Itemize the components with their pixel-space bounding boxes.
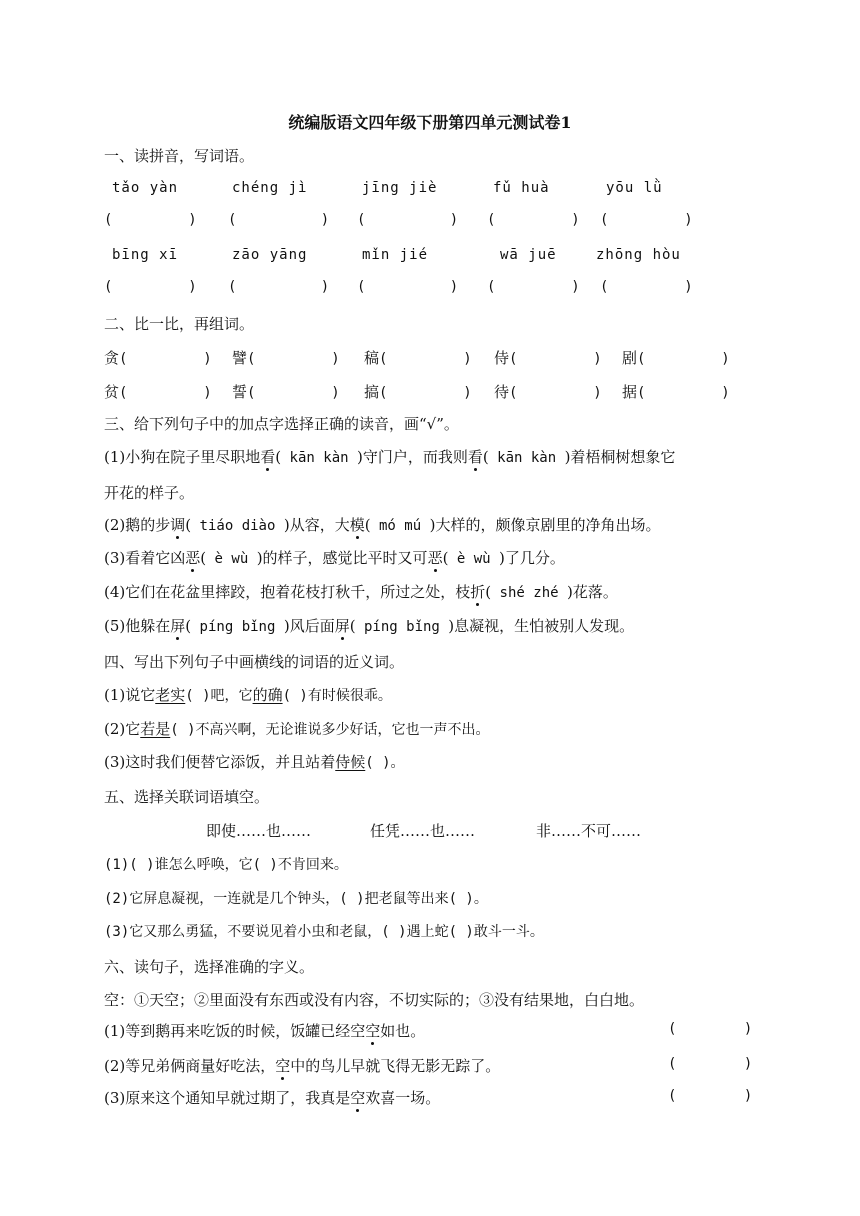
answer-blank[interactable]: ( ) xyxy=(600,279,693,295)
question-3-1: (1)小狗在院子里尽职地看( kān kàn )守门户，而我则看( kān kàn )着梧桐树想象它 xyxy=(104,448,676,466)
compare-char: 侍( ) xyxy=(494,349,602,367)
option-word: 非……不可…… xyxy=(536,822,642,840)
pinyin-6: bīng xī xyxy=(112,247,179,263)
pinyin-3: jīng jiè xyxy=(362,180,438,196)
definition-line: 空：①天空；②里面没有东西或没有内容，不切实际的；③没有结果地，白白地。 xyxy=(104,991,645,1009)
compare-char: 剧( ) xyxy=(622,349,730,367)
pinyin-9: wā juē xyxy=(500,247,557,263)
option-word: 即使……也…… xyxy=(206,822,312,840)
section-3-heading: 三、给下列句子中的加点字选择正确的读音，画“√”。 xyxy=(104,415,459,433)
answer-blank[interactable]: ( ) xyxy=(357,279,459,295)
compare-char: 譬( ) xyxy=(232,349,340,367)
compare-char: 誓( ) xyxy=(232,383,340,401)
question-5-2: (2)它屏息凝视，一连就是几个钟头，( )把老鼠等出来( )。 xyxy=(104,891,488,907)
question-4-2: (2)它若是( )不高兴啊，无论谁说多少好话，它也一声不出。 xyxy=(104,720,490,738)
compare-char: 稿( ) xyxy=(364,349,472,367)
answer-box[interactable]: ( ) xyxy=(668,1088,753,1104)
compare-char: 待( ) xyxy=(494,383,602,401)
compare-char: 贪( ) xyxy=(104,349,212,367)
pinyin-5: yōu lǜ xyxy=(606,180,663,196)
question-4-1: (1)说它老实( )吧，它的确( )有时候很乖。 xyxy=(104,686,392,704)
pinyin-1: tǎo yàn xyxy=(112,180,179,196)
compare-char: 搞( ) xyxy=(364,383,472,401)
answer-blank[interactable]: ( ) xyxy=(357,212,459,228)
question-3-2: (2)鹅的步调( tiáo diào )从容，大模( mó mú )大样的，颇像京剧里的净角出场。 xyxy=(104,516,661,534)
answer-blank[interactable]: ( ) xyxy=(104,212,197,228)
compare-char: 据( ) xyxy=(622,383,730,401)
pinyin-7: zāo yāng xyxy=(232,247,308,263)
question-6-1: (1)等到鹅再来吃饭的时候，饭罐已经空空如也。 xyxy=(104,1022,426,1040)
answer-blank[interactable]: ( ) xyxy=(104,279,197,295)
compare-char: 贫( ) xyxy=(104,383,212,401)
question-3-3: (3)看着它凶恶( è wù )的样子，感觉比平时又可恶( è wù )了几分。 xyxy=(104,549,565,567)
question-3-4: (4)它们在花盆里摔跤，抱着花枝打秋千，所过之处，枝折( shé zhé )花落。 xyxy=(104,583,618,601)
option-word: 任凭……也…… xyxy=(370,822,476,840)
answer-blank[interactable]: ( ) xyxy=(487,279,580,295)
answer-blank[interactable]: ( ) xyxy=(600,212,693,228)
pinyin-4: fǔ huà xyxy=(493,180,550,196)
question-6-3: (3)原来这个通知早就过期了，我真是空欢喜一场。 xyxy=(104,1089,441,1107)
question-3-1-cont: 开花的样子。 xyxy=(104,484,195,502)
answer-blank[interactable]: ( ) xyxy=(228,212,330,228)
pinyin-8: mǐn jié xyxy=(362,247,429,263)
section-5-heading: 五、选择关联词语填空。 xyxy=(104,788,270,806)
question-4-3: (3)这时我们便替它添饭，并且站着侍候( )。 xyxy=(104,753,405,771)
answer-box[interactable]: ( ) xyxy=(668,1021,753,1037)
answer-box[interactable]: ( ) xyxy=(668,1056,753,1072)
section-4-heading: 四、写出下列句子中画横线的词语的近义词。 xyxy=(104,653,405,671)
question-5-1: (1)( )谁怎么呼唤，它( )不肯回来。 xyxy=(104,857,348,873)
question-3-5: (5)他躲在屏( píng bǐng )风后面屏( píng bǐng )息凝视，生怕被别人发现。 xyxy=(104,617,635,635)
page-title: 统编版语文四年级下册第四单元测试卷1 xyxy=(288,113,572,132)
question-5-3: (3)它又那么勇猛，不要说见着小虫和老鼠，( )遇上蛇( )敢斗一斗。 xyxy=(104,924,544,940)
answer-blank[interactable]: ( ) xyxy=(487,212,580,228)
pinyin-2: chéng jì xyxy=(232,180,308,196)
section-2-heading: 二、比一比，再组词。 xyxy=(104,315,255,333)
question-6-2: (2)等兄弟俩商量好吃法，空中的鸟儿早就飞得无影无踪了。 xyxy=(104,1057,501,1075)
section-6-heading: 六、读句子，选择准确的字义。 xyxy=(104,958,315,976)
answer-blank[interactable]: ( ) xyxy=(228,279,330,295)
section-1-heading: 一、读拼音，写词语。 xyxy=(104,147,255,165)
pinyin-10: zhōng hòu xyxy=(596,247,681,263)
